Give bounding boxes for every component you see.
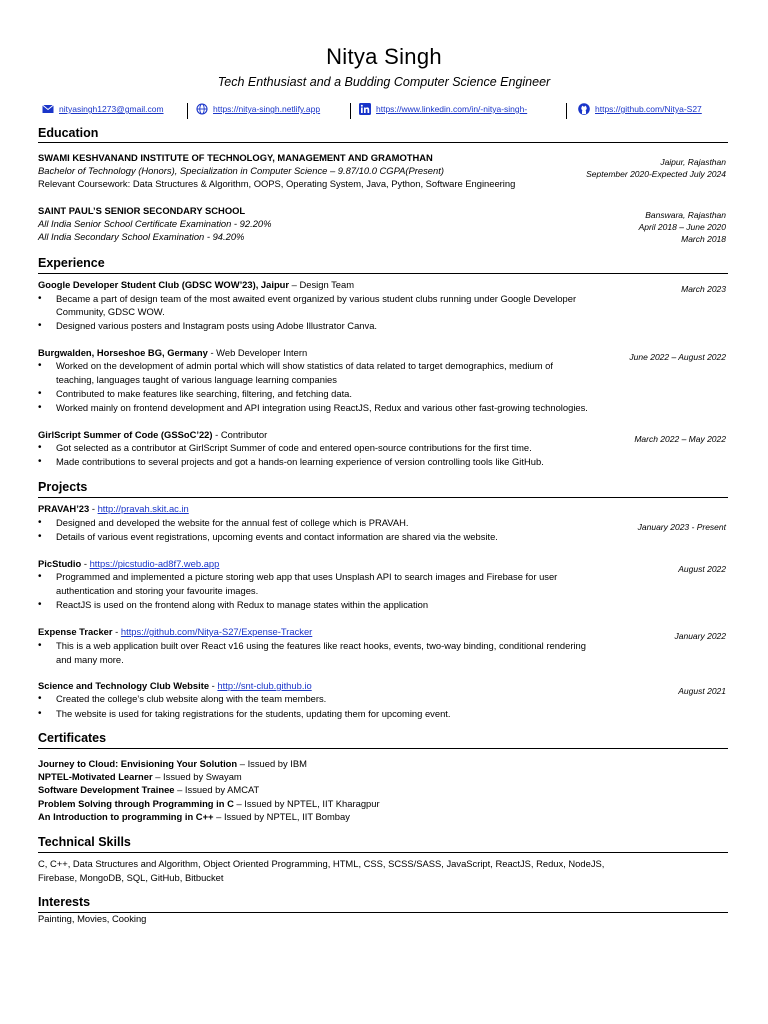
divider <box>566 103 567 119</box>
project-name: Science and Technology Club Website <box>38 680 210 691</box>
section-rule <box>38 142 728 143</box>
section-title-education: Education <box>38 126 99 140</box>
certificate-item: An Introduction to programming in C++ – Issued by NPTEL, IIT Bombay <box>38 811 350 822</box>
edu-location: Jaipur, Rajasthan <box>660 157 726 167</box>
section-rule <box>38 852 728 853</box>
project-heading: Science and Technology Club Website - http://snt-club.github.io <box>38 680 312 691</box>
exp-role: - Contributor <box>212 429 268 440</box>
exp-org: Google Developer Student Club (GDSC WOW’23), Jaipur <box>38 279 290 290</box>
tagline: Tech Enthusiast and a Budding Computer Science Engineer <box>217 75 551 89</box>
website-link[interactable]: https://nitya-singh.netlify.app <box>213 104 321 114</box>
project-name: PRAVAH’23 <box>38 503 90 514</box>
project-heading: PicStudio - https://picstudio-ad8f7.web.app <box>38 558 220 569</box>
project-heading: Expense Tracker - https://github.com/Nitya-S27/Expense-Tracker <box>38 626 313 637</box>
project-link[interactable]: http://pravah.skit.ac.in <box>97 503 189 514</box>
email-link[interactable]: nityasingh1273@gmail.com <box>59 104 164 114</box>
divider <box>187 103 188 119</box>
section-title-experience: Experience <box>38 256 105 270</box>
project-date: January 2023 - Present <box>637 522 726 532</box>
edu-dates: April 2018 – June 2020 <box>638 222 726 232</box>
edu-school: SAINT PAUL’S SENIOR SECONDARY SCHOOL <box>38 205 246 216</box>
edu-dates: September 2020-Expected July 2024 <box>586 169 726 179</box>
exp-org: GirlScript Summer of Code (GSSoC’22) <box>38 429 213 440</box>
project-link[interactable]: https://github.com/Nitya-S27/Expense-Tracker <box>120 626 313 637</box>
edu-exam: All India Senior School Certificate Examination - 92.20% <box>38 218 272 229</box>
edu-exam: All India Secondary School Examination - 94.20% <box>38 231 245 242</box>
edu-school: SWAMI KESHVANAND INSTITUTE OF TECHNOLOGY, MANAGEMENT AND GRAMOTHAN <box>38 152 433 163</box>
divider <box>350 103 351 119</box>
project-name: PicStudio <box>38 558 82 569</box>
section-rule <box>38 748 728 749</box>
exp-date: March 2023 <box>681 284 726 294</box>
project-link[interactable]: https://picstudio-ad8f7.web.app <box>89 558 220 569</box>
section-title-skills: Technical Skills <box>38 835 131 849</box>
contact-github <box>578 103 702 115</box>
edu-dates: March 2018 <box>681 234 726 244</box>
contact-website <box>196 103 320 115</box>
contact-email <box>42 103 164 115</box>
certificate-item: NPTEL-Motivated Learner – Issued by Swayam <box>38 771 242 782</box>
skills-line: C, C++, Data Structures and Algorithm, Object Oriented Programming, HTML, CSS, SCSS/SASS, JavaScript, ReactJS, Redux, NodeJS, <box>38 858 605 869</box>
skills-line: Firebase, MongoDB, SQL, GitHub, Bitbucket <box>38 872 224 883</box>
certificate-item: Software Development Trainee – Issued by AMCAT <box>38 784 260 795</box>
edu-degree: Bachelor of Technology (Honors), Specialization in Computer Science – 9.87/10.0 CGPA(Present) <box>38 165 444 176</box>
exp-heading <box>38 429 267 441</box>
github-icon <box>578 103 590 115</box>
exp-role: - Web Developer Intern <box>207 347 308 358</box>
contact-linkedin <box>359 103 527 115</box>
github-link[interactable]: https://github.com/Nitya-S27 <box>595 104 702 114</box>
project-heading: PRAVAH’23 - http://pravah.skit.ac.in <box>38 503 189 514</box>
exp-org: Burgwalden, Horseshoe BG, Germany <box>38 347 208 358</box>
linkedin-icon <box>359 103 371 115</box>
project-date: January 2022 <box>674 631 726 641</box>
edu-coursework: Relevant Coursework: Data Structures & Algorithm, OOPS, Operating System, Java, Python, Software Engineering <box>38 178 516 189</box>
exp-heading <box>38 279 354 291</box>
email-icon <box>42 103 54 115</box>
exp-heading <box>38 347 307 359</box>
linkedin-link[interactable]: https://www.linkedin.com/in/-nitya-singh- <box>376 104 528 114</box>
certificate-item: Journey to Cloud: Envisioning Your Solution – Issued by IBM <box>38 758 307 769</box>
exp-date: March 2022 – May 2022 <box>634 434 726 444</box>
candidate-name: Nitya Singh <box>326 44 442 69</box>
edu-location: Banswara, Rajasthan <box>645 210 726 220</box>
project-link[interactable]: http://snt-club.github.io <box>217 680 312 691</box>
project-name: Expense Tracker <box>38 626 113 637</box>
section-title-interests: Interests <box>38 895 91 909</box>
exp-date: June 2022 – August 2022 <box>629 352 726 362</box>
globe-icon <box>196 103 208 115</box>
section-rule <box>38 273 728 274</box>
project-date: August 2022 <box>678 564 726 574</box>
certificate-item: Problem Solving through Programming in C – Issued by NPTEL, IIT Kharagpur <box>38 798 380 809</box>
project-date: August 2021 <box>678 686 726 696</box>
interests-line: Painting, Movies, Cooking <box>38 913 147 924</box>
section-rule <box>38 497 728 498</box>
section-title-projects: Projects <box>38 480 88 494</box>
section-title-certificates: Certificates <box>38 731 107 745</box>
exp-role: – Design Team <box>289 279 355 290</box>
resume-page: Nitya Singh Tech Enthusiast and a Budding Computer Science Engineer nityasingh1273@gmail.com https://nitya-singh.netlify.app https://www.linkedin.com/in/-nitya-singh- https://github.com/Nitya-S27 Education SWAMI KESHVANAND INSTITUTE OF TECHNOLOGY, MANAGEMENT AND GRAMOTHAN Bachelor of Technology (Honors), Specialization in Computer Science – 9.87/10.0 CGPA(Present) Relevant Coursework: Data Structures & Algorithm, OOPS, Operating System, Java, Python, Software Engineering Jaipur, Rajasthan September 2020-Expected July 2024 SAINT PAUL’S SENIOR SECONDARY SCHOOL All India Senior School Certificate Examination - 92.20% All India Secondary School Examination - 94.20% Banswara, Rajasthan April 2018 – June 2020 March 2018 Experience Google Developer Student Club (GDSC WOW’23), Jaipur – Design Team March 2023 • Became a part of design team of the most awaited event organized by various student clubs running under Google Developer Community, GDSC WOW. • Designed various posters and Instagram posts using Adobe Illustrator Canva. Burgwalden, Horseshoe BG, Germany - Web Developer Intern June 2022 – August 2022 • Worked on the development of admin portal which will show statistics of data related to target demographics, medium of teaching, languages taught of various language learning companies • Contributed to make features like searching, filtering, and fetching data. • Worked mainly on frontend development and API integration using ReactJS, Redux and various other fast-growing technologies. GirlScript Summer of Code (GSSoC’22) - Contributor March 2022 – May 2022 • Got selected as a contributor at GirlScript Summer of code and entered open-source contributions for the first time. • Made contributions to several projects and got a hands-on learning experience of version controlling tools like GitHub. Projects PRAVAH’23 - http://pravah.skit.ac.in January 2023 - Present • Designed and developed the website for the annual fest of college which is PRAVAH. • Details of various event registrations, upcoming events and contact information are shared via the website. PicStudio - https://picstudio-ad8f7.web.app August 2022 • Programmed and implemented a picture storing web app that uses Unsplash API to search images and Firebase for user authentication and storing your favourite images. • ReactJS is used on the frontend along with Redux to manage states within the application Expense Tracker - https://github.com/Nitya-S27/Expense-Tracker January 2022 • This is a web application built over React v16 using the features like react hooks, events, two-way binding, conditional rendering and many more. Science and Technology Club Website - http://snt-club.github.io August 2021 • Created the college’s club website along with the team members. • The website is used for taking registrations for the students, updating them for upcoming event. Certificates Journey to Cloud: Envisioning Your Solution – Issued by IBM NPTEL-Motivated Learner – Issued by Swayam Software Development Trainee – Issued by AMCAT Problem Solving through Programming in C – Issued by NPTEL, IIT Kharagpur An Introduction to programming in C++ – Issued by NPTEL, IIT Bombay Technical Skills C, C++, Data Structures and Algorithm, Object Oriented Programming, HTML, CSS, SCSS/SASS, JavaScript, ReactJS, Redux, NodeJS, Firebase, MongoDB, SQL, GitHub, Bitbucket Interests Painting, Movies, Cooking <box>0 0 768 1024</box>
contact-bar <box>38 103 728 121</box>
